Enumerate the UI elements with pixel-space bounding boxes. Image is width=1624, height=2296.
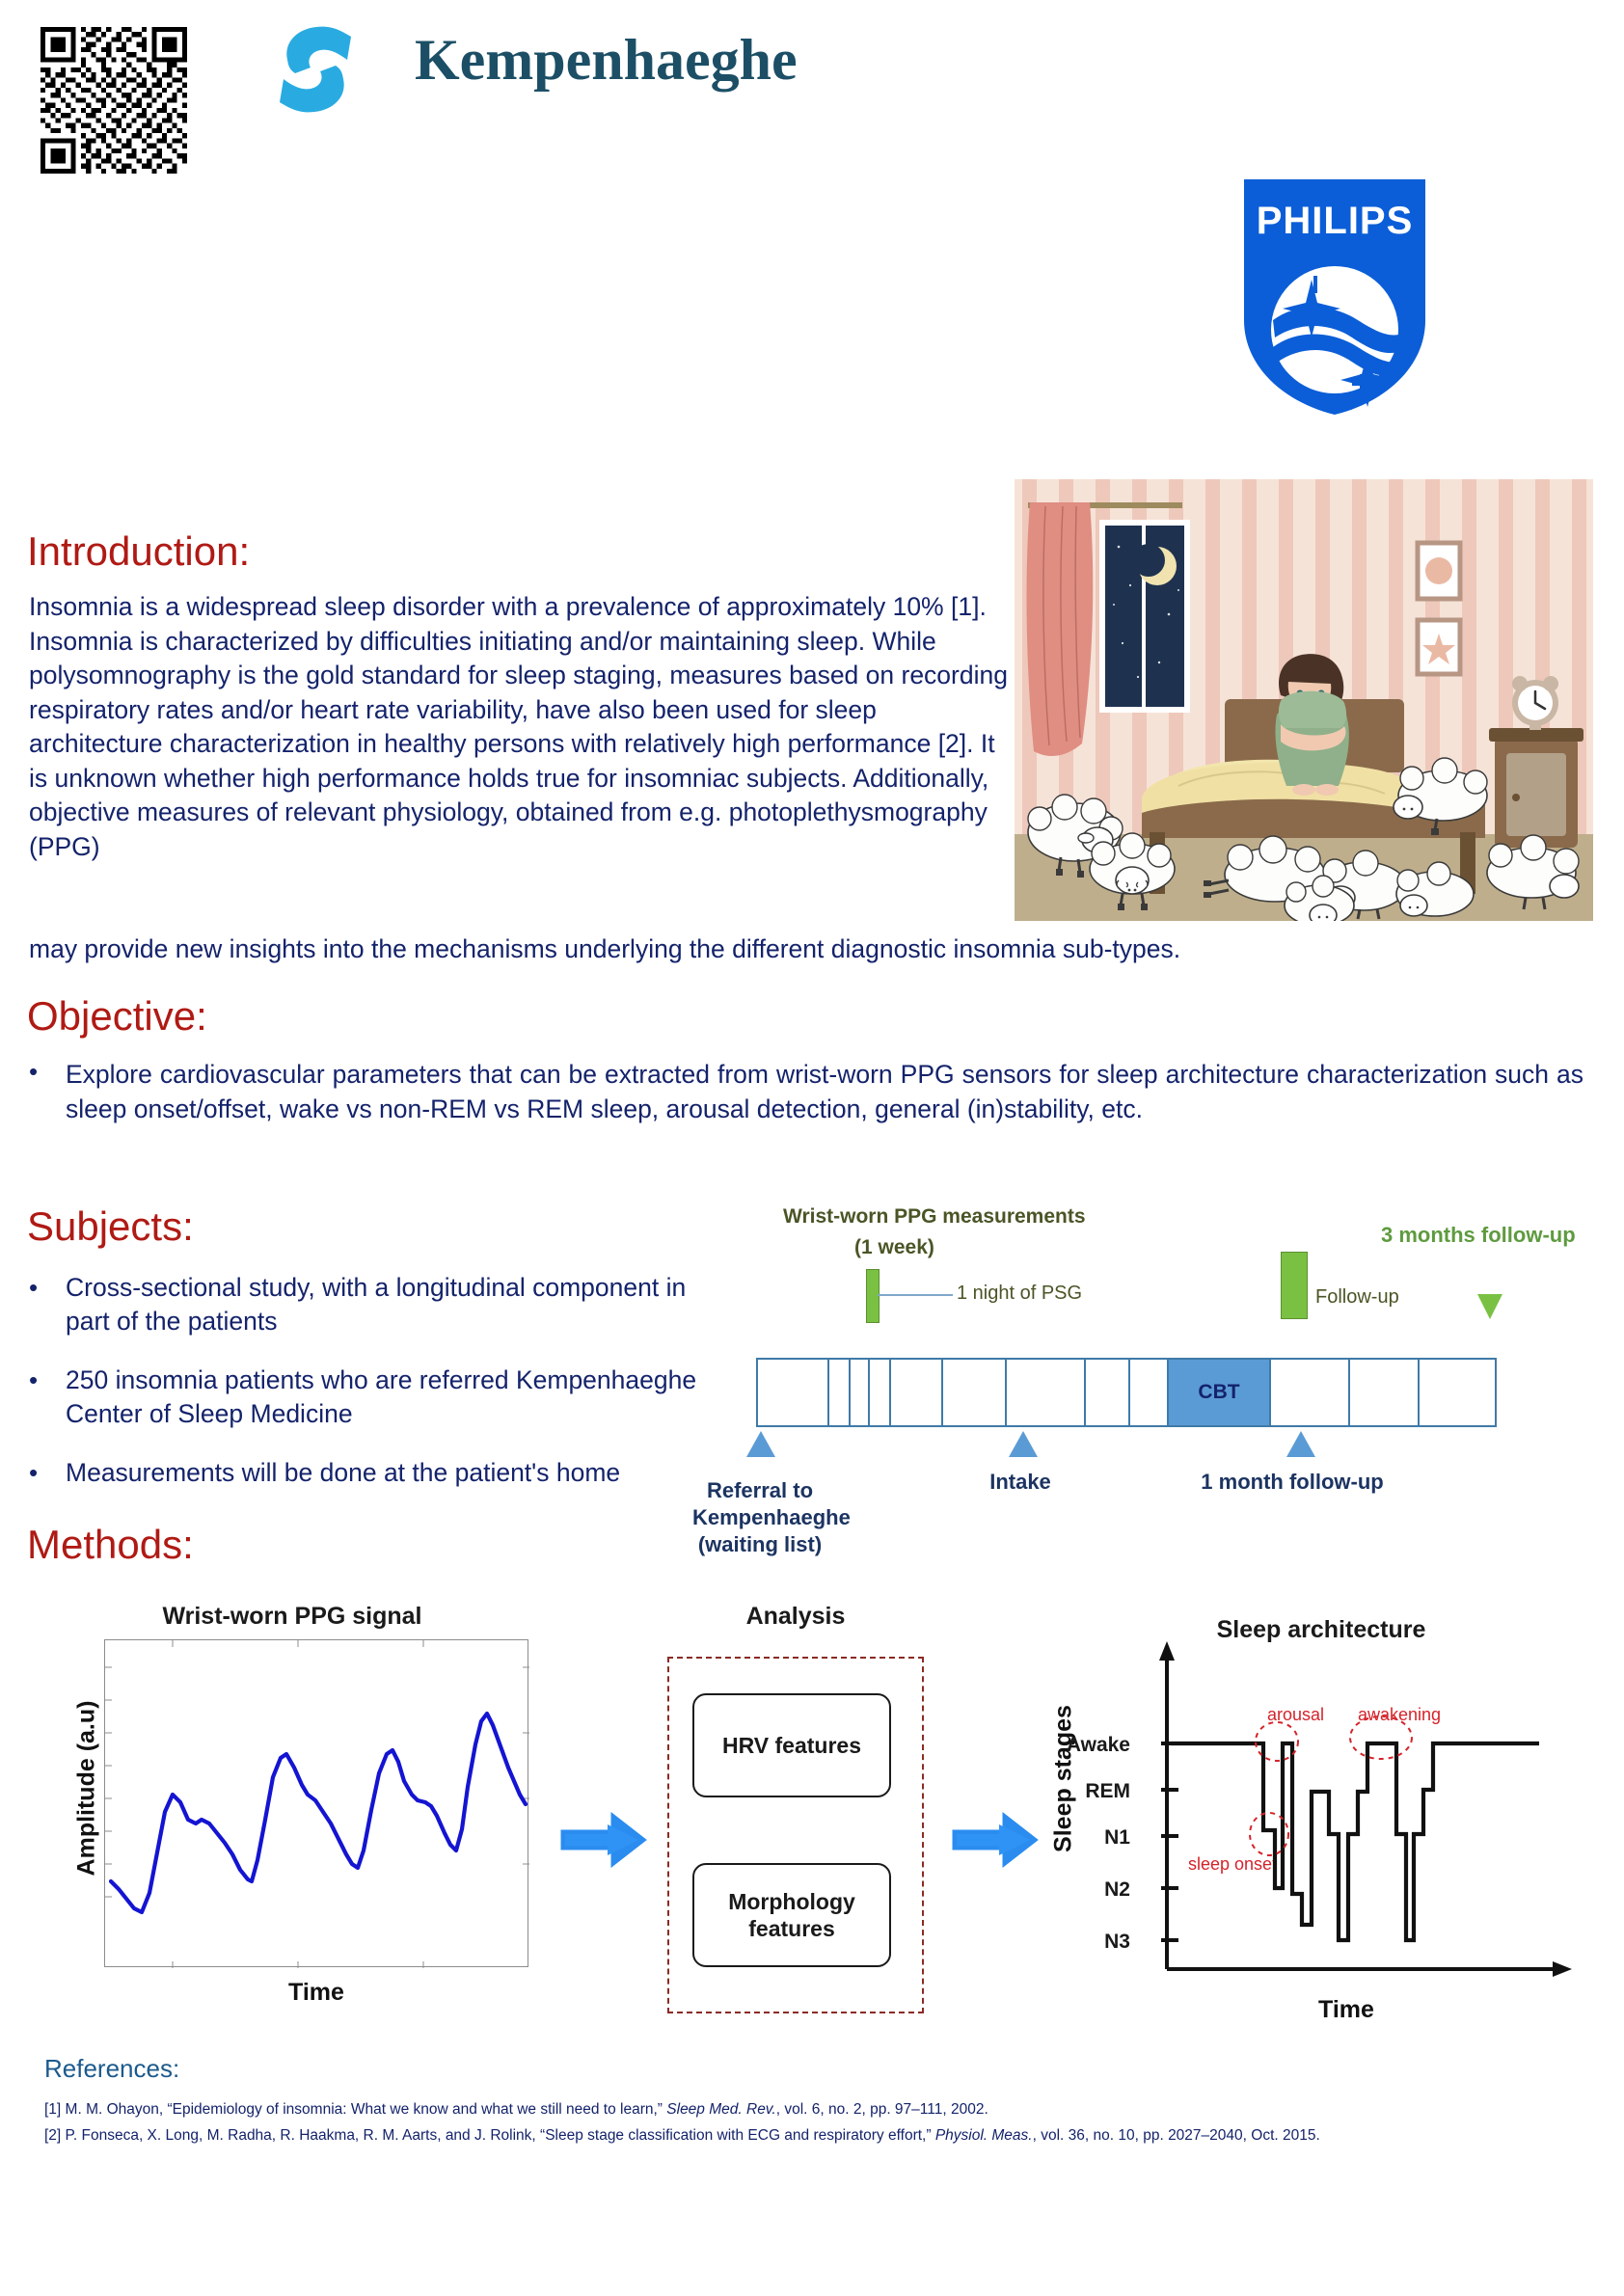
- timeline-marker-triangle-icon: [1286, 1431, 1315, 1457]
- reference-journal: Sleep Med. Rev.: [666, 2101, 776, 2118]
- hypnogram-panel-title: Sleep architecture: [1216, 1616, 1426, 1643]
- timeline-marker-triangle-icon: [1009, 1431, 1038, 1457]
- analysis-panel-title: Analysis: [745, 1603, 846, 1630]
- bullet-marker: •: [29, 1057, 39, 1086]
- analysis-panel: [667, 1601, 957, 2015]
- hypnogram-annotation-arousal: arousal: [1267, 1705, 1325, 1724]
- timeline-followup-label: Follow-up: [1315, 1286, 1399, 1308]
- timeline-psg-marker: [866, 1269, 880, 1323]
- reference-suffix: , vol. 36, no. 10, pp. 2027–2040, Oct. 2015.: [1032, 2127, 1320, 2144]
- timeline-marker-one-month: 1 month follow-up: [1201, 1470, 1384, 1494]
- morphology-features-box: [692, 1863, 891, 1967]
- bullet-marker: •: [29, 1365, 39, 1394]
- timeline-psg-connector: [878, 1294, 953, 1296]
- ppg-y-axis-label: Amplitude (a.u): [72, 1700, 100, 1877]
- timeline-divider: [1418, 1360, 1420, 1425]
- list-item: [29, 1364, 704, 1431]
- ppg-signal-chart: [56, 1639, 528, 2015]
- timeline-marker-intake: Intake: [989, 1470, 1051, 1494]
- references-heading: References:: [44, 2054, 180, 2083]
- objective-bullet-list: [29, 1057, 1583, 1140]
- institution-name: Kempenhaeghe: [415, 28, 798, 92]
- reference-item: [44, 2100, 988, 2120]
- svg-text:PHILIPS: PHILIPS: [1256, 200, 1414, 242]
- ppg-x-axis-label: Time: [288, 1979, 344, 2006]
- hypnogram-plot: [1028, 1620, 1587, 2006]
- introduction-heading: Introduction:: [27, 528, 251, 574]
- hypnogram-x-axis-label: Time: [1318, 1996, 1374, 2023]
- list-item: [29, 1456, 704, 1490]
- hypnogram-annotation-sleep-onset: sleep onset: [1188, 1854, 1278, 1874]
- reference-journal: Physiol. Meas.: [934, 2127, 1033, 2144]
- subjects-bullet-text: 250 insomnia patients who are referred Kempenhaeghe Center of Sleep Medicine: [66, 1365, 697, 1428]
- reference-item: [44, 2126, 1320, 2146]
- objective-heading: Objective:: [27, 993, 207, 1039]
- timeline-divider: [1348, 1360, 1350, 1425]
- timeline-marker-referral-line1: Referral to: [706, 1478, 814, 1502]
- philips-logo-icon: [1238, 176, 1431, 419]
- timeline-followup-marker: [1281, 1252, 1308, 1319]
- morphology-features-label: Morphology features: [728, 1889, 855, 1941]
- bullet-marker: •: [29, 1273, 39, 1302]
- bullet-marker: •: [29, 1458, 39, 1487]
- study-timeline-diagram: [692, 1205, 1610, 1556]
- timeline-marker-referral-line3: (waiting list): [697, 1532, 823, 1556]
- reference-suffix: , vol. 6, no. 2, pp. 97–111, 2002.: [775, 2101, 988, 2118]
- timeline-three-months-label: 3 months follow-up: [1381, 1223, 1576, 1247]
- ppg-waveform: [105, 1640, 529, 1968]
- timeline-divider: [849, 1360, 851, 1425]
- qr-code-icon: [41, 27, 187, 174]
- analysis-dashed-container: [667, 1657, 924, 2013]
- arrow-right-icon: [557, 1805, 652, 1875]
- objective-bullet-text: Explore cardiovascular parameters that can be extracted from wrist-worn PPG sensors for sleep architecture characterization such as sleep onset/offset, wake vs non-REM vs REM sleep, arousal detection, general (in)stability, etc.: [66, 1060, 1583, 1123]
- reference-prefix: [2] P. Fonseca, X. Long, M. Radha, R. Haakma, R. M. Aarts, and J. Rolink, “Sleep stage classification with ECG and respiratory effort,”: [44, 2127, 935, 2144]
- timeline-divider: [868, 1360, 870, 1425]
- timeline-marker-referral-line2: Kempenhaeghe: [692, 1505, 851, 1529]
- subjects-bullet-text: Cross-sectional study, with a longitudinal component in part of the patients: [66, 1273, 687, 1336]
- hypnogram-tick-awake: Awake: [1066, 1734, 1130, 1756]
- timeline-divider: [1005, 1360, 1007, 1425]
- hypnogram-tick-n1: N1: [1104, 1826, 1130, 1849]
- timeline-divider: [941, 1360, 943, 1425]
- methods-heading: Methods:: [27, 1522, 194, 1567]
- hypnogram-y-axis-label: Sleep stages: [1049, 1705, 1077, 1852]
- timeline-divider: [889, 1360, 891, 1425]
- subjects-bullet-text: Measurements will be done at the patient's home: [66, 1458, 621, 1487]
- timeline-marker-referral: [692, 1477, 851, 1558]
- sleep-architecture-chart: [1028, 1620, 1587, 2025]
- subjects-heading: Subjects:: [27, 1203, 194, 1249]
- introduction-paragraph: Insomnia is a widespread sleep disorder with a prevalence of approximately 10% [1]. Insomnia is characterized by difficulties initiating and/or maintaining sleep. While polysomnography is the gold standard for sleep staging, measures based on recording respiratory rates and/or heart rate variability, have also been used for sleep architecture characterization in healthy persons with relatively high performance [2]. It is unknown whether high performance holds true for insomniac subjects. Additionally, objective measures of relevant physiology, obtained from e.g. photoplethysmography (PPG): [29, 592, 1008, 861]
- timeline-bar: [756, 1358, 1497, 1427]
- timeline-ppg-title: Wrist-worn PPG measurements: [783, 1205, 1086, 1228]
- timeline-divider: [1084, 1360, 1086, 1425]
- timeline-ppg-subtitle: (1 week): [854, 1236, 934, 1258]
- hypnogram-tick-n2: N2: [1104, 1878, 1130, 1901]
- timeline-end-triangle-icon: [1477, 1294, 1502, 1319]
- timeline-divider: [1128, 1360, 1130, 1425]
- list-item: [29, 1057, 1583, 1126]
- ppg-plot-area: [104, 1639, 528, 1967]
- introduction-paragraph-last-line: may provide new insights into the mechanisms underlying the different diagnostic insomnia sub-types.: [29, 934, 1181, 963]
- hypnogram-tick-n3: N3: [1104, 1931, 1130, 1953]
- ppg-panel-title: Wrist-worn PPG signal: [162, 1603, 422, 1630]
- hrv-features-box: [692, 1693, 891, 1797]
- timeline-divider: [827, 1360, 829, 1425]
- insomnia-illustration-image: [1015, 479, 1593, 921]
- hypnogram-annotation-awakening: awakening: [1358, 1705, 1442, 1724]
- kempenhaeghe-logo-icon: [258, 17, 374, 122]
- reference-prefix: [1] M. M. Ohayon, “Epidemiology of insomnia: What we know and what we still need to learn,”: [44, 2101, 667, 2118]
- poster-header: [0, 0, 1624, 453]
- timeline-cbt-block: CBT: [1167, 1360, 1271, 1425]
- timeline-psg-label: 1 night of PSG: [957, 1283, 1083, 1304]
- timeline-marker-triangle-icon: [746, 1431, 775, 1457]
- hrv-features-label: HRV features: [721, 1733, 862, 1758]
- list-item: [29, 1271, 704, 1338]
- hypnogram-tick-rem: REM: [1085, 1780, 1130, 1802]
- subjects-bullet-list: [29, 1271, 704, 1515]
